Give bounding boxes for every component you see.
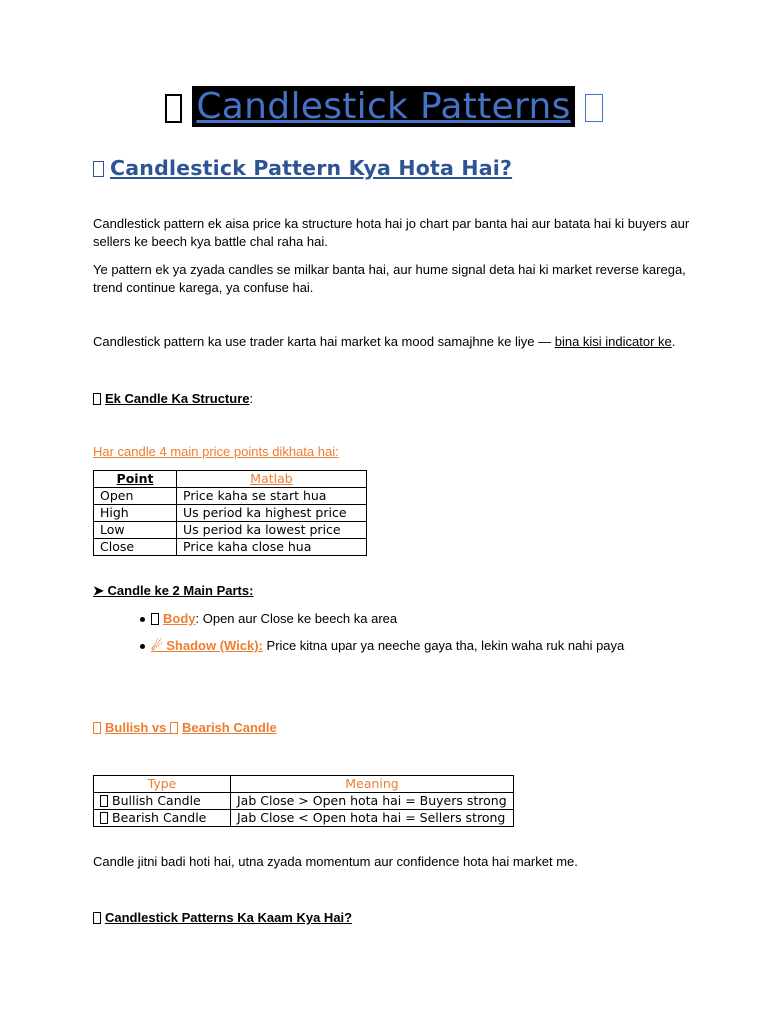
table-cell: Us period ka lowest price xyxy=(177,522,367,539)
table-header-meaning: Meaning xyxy=(231,776,514,793)
missing-glyph-icon xyxy=(93,912,101,924)
structure-heading-text: Ek Candle Ka Structure xyxy=(105,391,250,406)
missing-glyph-icon xyxy=(93,161,104,177)
missing-glyph-icon xyxy=(170,722,178,734)
table-cell: Jab Close < Open hota hai = Sellers strong xyxy=(231,810,514,827)
bullet-icon xyxy=(140,617,145,622)
paragraph-2: Ye pattern ek ya zyada candles se milkar banta hai, aur hume signal deta hai ki market reverse karega, trend continue karega, ya confuse hai. xyxy=(93,262,686,295)
document-title xyxy=(0,86,768,128)
table-row xyxy=(94,539,367,556)
missing-glyph-icon xyxy=(100,812,108,824)
table-header-matlab: Matlab xyxy=(177,471,367,488)
part-text: Price kitna upar ya neeche gaya tha, lekin waha ruk nahi paya xyxy=(262,638,625,653)
missing-glyph-icon xyxy=(165,94,182,123)
missing-glyph-icon xyxy=(93,722,101,734)
missing-glyph-icon xyxy=(151,613,159,625)
table-cell: Price kaha close hua xyxy=(177,539,367,556)
missing-glyph-icon xyxy=(93,393,101,405)
bull-bear-heading xyxy=(93,720,277,735)
table-header-point: Point xyxy=(94,471,177,488)
table-cell: Jab Close > Open hota hai = Buyers strong xyxy=(231,793,514,810)
missing-glyph-icon xyxy=(100,795,108,807)
table-cell: High xyxy=(94,505,177,522)
table-row xyxy=(94,810,514,827)
paragraph-3 xyxy=(93,333,713,351)
table-cell xyxy=(94,793,231,810)
table-row xyxy=(94,505,367,522)
table-cell xyxy=(94,810,231,827)
list-item xyxy=(140,638,624,654)
paragraph-1: Candlestick pattern ek aisa price ka structure hota hai jo chart par banta hai aur batata hai ki buyers aur sellers ke beech kya battle chal raha hai. xyxy=(93,216,690,249)
table-header-row xyxy=(94,776,514,793)
price-points-table xyxy=(93,470,367,556)
structure-heading xyxy=(93,388,253,407)
table-header-type: Type xyxy=(94,776,231,793)
table-cell: Low xyxy=(94,522,177,539)
part-label: Body xyxy=(163,611,196,626)
list-item xyxy=(140,611,397,626)
structure-heading-colon: : xyxy=(249,391,254,406)
last-heading-text: Candlestick Patterns Ka Kaam Kya Hai? xyxy=(105,910,353,925)
part-separator: : xyxy=(195,611,200,626)
parts-heading: ➤ Candle ke 2 Main Parts: xyxy=(93,583,254,598)
bull-bear-heading-b: Bearish Candle xyxy=(182,720,277,735)
paragraph-3-end: . xyxy=(671,334,676,349)
table-row xyxy=(94,793,514,810)
table-cell: Open xyxy=(94,488,177,505)
table-cell-text: Bearish Candle xyxy=(112,810,207,825)
paragraph-3-text: Candlestick pattern ka use trader karta hai market ka mood samajhne ke liye — xyxy=(93,334,555,349)
section-heading-text: Candlestick Pattern Kya Hota Hai? xyxy=(110,156,513,180)
paragraph-3-emphasis: bina kisi indicator ke xyxy=(554,334,672,349)
table-header-row xyxy=(94,471,367,488)
table-row xyxy=(94,488,367,505)
table-row xyxy=(94,522,367,539)
part-text: Open aur Close ke beech ka area xyxy=(199,611,398,626)
last-heading xyxy=(93,907,352,926)
price-points-line: Har candle 4 main price points dikhata hai: xyxy=(93,444,339,459)
section-heading xyxy=(93,156,512,180)
bull-bear-heading-a: Bullish vs xyxy=(105,720,167,735)
table-cell: Us period ka highest price xyxy=(177,505,367,522)
missing-glyph-icon xyxy=(585,94,603,122)
bullet-icon xyxy=(140,644,145,649)
momentum-line: Candle jitni badi hoti hai, utna zyada momentum aur confidence hota hai market me. xyxy=(93,854,578,869)
table-cell: Price kaha se start hua xyxy=(177,488,367,505)
table-cell: Close xyxy=(94,539,177,556)
table-cell-text: Bullish Candle xyxy=(112,793,201,808)
title-text: Candlestick Patterns xyxy=(192,86,574,127)
candle-type-table xyxy=(93,775,514,827)
part-label: ☄ Shadow (Wick): xyxy=(151,638,263,653)
